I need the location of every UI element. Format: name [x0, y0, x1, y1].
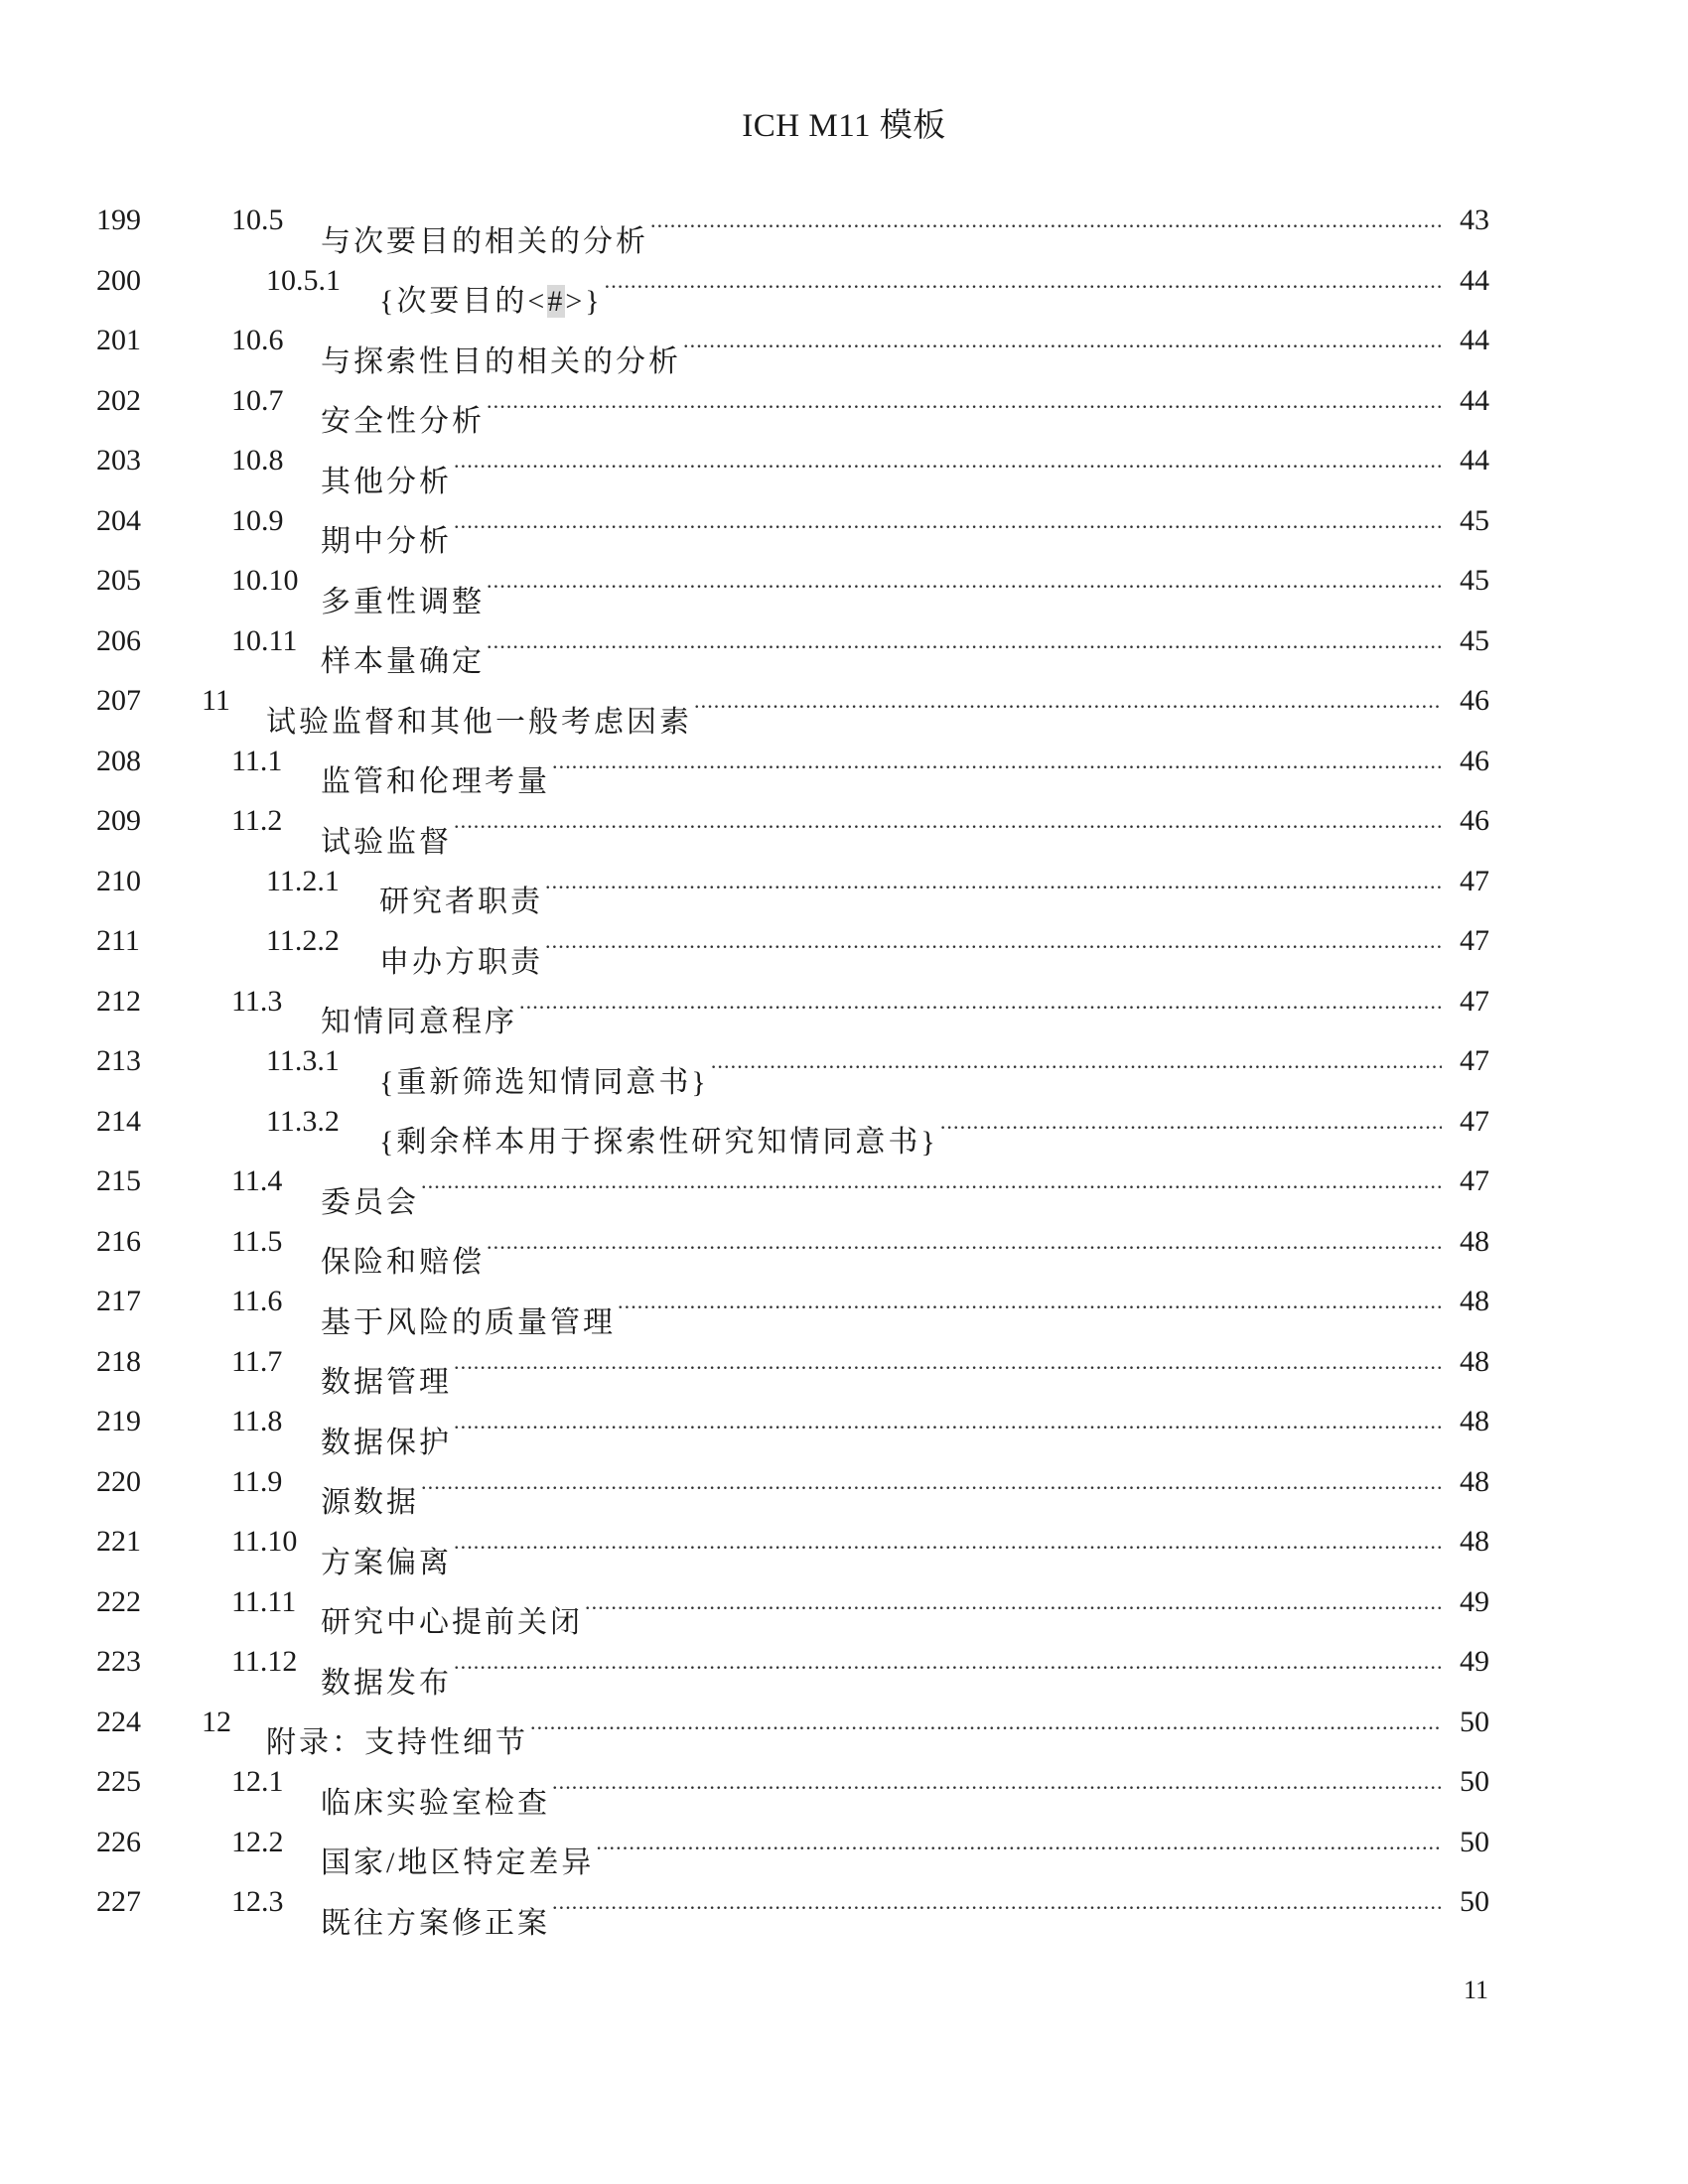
page-ref: 43: [1456, 191, 1489, 251]
section-title: 方案偏离: [321, 1534, 454, 1594]
line-number: 202: [96, 383, 141, 417]
section-title: 数据管理: [321, 1353, 454, 1414]
section-title: 既往方案修正案: [321, 1894, 552, 1955]
section-title: 期中分析: [321, 512, 454, 573]
toc-row: [0, 431, 1688, 498]
section-title: 附录：支持性细节: [266, 1713, 530, 1774]
title-prefix: {次要目的<: [379, 285, 548, 318]
toc-row: [0, 311, 1688, 378]
page-ref: 47: [1456, 852, 1489, 912]
dot-leader: [694, 671, 1442, 732]
line-number: 224: [96, 1705, 141, 1738]
toc-row: [0, 732, 1688, 798]
dot-leader: [711, 1031, 1442, 1092]
page-ref: 46: [1456, 732, 1489, 792]
section-number: 11.3.2: [266, 1104, 340, 1138]
section-number: 11.10: [231, 1525, 298, 1558]
toc-row: [0, 972, 1688, 1038]
section-title: 研究中心提前关闭: [321, 1593, 585, 1654]
section-number: 10.5: [231, 204, 284, 236]
toc-row: [0, 551, 1688, 618]
section-number: 10.11: [231, 623, 298, 657]
section-title: 临床实验室检查: [321, 1774, 552, 1835]
toc-row: [0, 852, 1688, 918]
toc-row: [0, 1392, 1688, 1459]
page-ref: 48: [1456, 1392, 1489, 1452]
section-number: 11.2.1: [266, 864, 340, 897]
section-number: 11.8: [231, 1405, 283, 1437]
section-title: {重新筛选知情同意书}: [379, 1053, 711, 1114]
line-number: 217: [96, 1285, 141, 1317]
line-number: 227: [96, 1885, 141, 1918]
page-ref: 47: [1456, 1152, 1489, 1212]
page-ref: 50: [1456, 1872, 1489, 1933]
line-number: 225: [96, 1765, 141, 1798]
line-number: 204: [96, 503, 141, 537]
section-title: 样本量确定: [321, 632, 487, 693]
line-number: 222: [96, 1584, 141, 1618]
page-ref: 48: [1456, 1452, 1489, 1513]
line-number: 220: [96, 1464, 141, 1498]
section-number: 11.3.1: [266, 1044, 340, 1077]
page-ref: 47: [1456, 1031, 1489, 1092]
page-ref: 48: [1456, 1332, 1489, 1393]
page-ref: 45: [1456, 612, 1489, 672]
toc-row: [0, 1332, 1688, 1399]
section-number: 11.2: [231, 804, 283, 837]
toc-row: [0, 612, 1688, 678]
dot-leader: [596, 1813, 1442, 1873]
section-number: 11.4: [231, 1164, 283, 1197]
section-number: 11.1: [231, 744, 283, 777]
dot-leader: [454, 791, 1442, 852]
line-number: 221: [96, 1525, 141, 1558]
line-number: 206: [96, 623, 141, 657]
section-number: 11.6: [231, 1285, 283, 1317]
dot-leader: [940, 1092, 1442, 1153]
section-number: 12: [202, 1705, 231, 1738]
section-number: 11.2.2: [266, 924, 340, 957]
highlighted-placeholder: #: [547, 285, 566, 318]
dot-leader: [650, 191, 1442, 251]
dot-leader: [605, 251, 1442, 312]
dot-leader: [487, 1212, 1442, 1273]
line-number: 218: [96, 1344, 141, 1378]
line-number: 216: [96, 1224, 141, 1258]
toc-row: [0, 1512, 1688, 1579]
page-ref: 50: [1456, 1752, 1489, 1813]
dot-leader: [519, 972, 1442, 1032]
toc-row: [0, 1092, 1688, 1159]
page-ref: 46: [1456, 791, 1489, 852]
section-title: 数据发布: [321, 1654, 454, 1714]
section-number: 12.1: [231, 1765, 284, 1798]
section-number: 10.6: [231, 324, 284, 356]
page-ref: 45: [1456, 491, 1489, 552]
dot-leader: [454, 1632, 1442, 1693]
line-number: 209: [96, 804, 141, 837]
dot-leader: [545, 911, 1442, 972]
page-header: ICH M11 模板: [742, 108, 946, 144]
toc-row: [0, 1452, 1688, 1519]
dot-leader: [552, 1752, 1442, 1813]
line-number: 200: [96, 263, 141, 297]
toc-row: [0, 1212, 1688, 1279]
page-ref: 44: [1456, 251, 1489, 312]
page-number: 11: [1463, 1976, 1488, 2004]
page-ref: 47: [1456, 972, 1489, 1032]
toc-row: [0, 1872, 1688, 1940]
toc-row: [0, 1152, 1688, 1219]
dot-leader: [421, 1452, 1442, 1513]
dot-leader: [454, 1512, 1442, 1572]
toc-row: [0, 1572, 1688, 1639]
section-title: 与次要目的相关的分析: [321, 212, 650, 273]
title-suffix: >}: [565, 285, 603, 318]
page-ref: 50: [1456, 1693, 1489, 1753]
line-number: 203: [96, 444, 141, 477]
section-title: 研究者职责: [379, 873, 545, 933]
page-ref: 48: [1456, 1512, 1489, 1572]
section-title: 试验监督和其他一般考虑因素: [266, 693, 694, 753]
line-number: 205: [96, 564, 141, 597]
section-number: 11: [202, 684, 230, 717]
toc-row: [0, 911, 1688, 979]
dot-leader: [454, 491, 1442, 552]
line-number: 215: [96, 1164, 141, 1197]
line-number: 212: [96, 984, 141, 1018]
page-ref: 48: [1456, 1272, 1489, 1332]
dot-leader: [487, 612, 1442, 672]
dot-leader: [552, 732, 1442, 792]
page-ref: 44: [1456, 311, 1489, 371]
toc-row: [0, 371, 1688, 438]
toc-row: [0, 791, 1688, 859]
toc-row: [0, 1752, 1688, 1820]
dot-leader: [618, 1272, 1442, 1332]
section-title: 其他分析: [321, 453, 454, 513]
toc-row: [0, 1031, 1688, 1099]
toc-row: [0, 191, 1688, 258]
dot-leader: [454, 431, 1442, 491]
page-ref: 46: [1456, 671, 1489, 732]
line-number: 219: [96, 1405, 141, 1437]
section-number: 11.3: [231, 984, 283, 1018]
section-number: 10.5.1: [266, 263, 341, 297]
section-title: 数据保护: [321, 1414, 454, 1474]
line-number: 213: [96, 1044, 141, 1077]
line-number: 214: [96, 1104, 141, 1138]
line-number: 211: [96, 924, 140, 957]
line-number: 201: [96, 324, 141, 356]
toc-row: [0, 1272, 1688, 1339]
page-ref: 49: [1456, 1632, 1489, 1693]
section-number: 11.11: [231, 1584, 297, 1618]
section-title: 安全性分析: [321, 392, 487, 453]
section-title: 源数据: [321, 1473, 421, 1534]
dot-leader: [545, 852, 1442, 912]
section-number: 10.7: [231, 383, 284, 417]
dot-leader: [530, 1693, 1442, 1753]
section-title: 与探索性目的相关的分析: [321, 333, 683, 393]
toc-row: [0, 671, 1688, 739]
line-number: 207: [96, 684, 141, 717]
line-number: 210: [96, 864, 141, 897]
page-ref: 50: [1456, 1813, 1489, 1873]
page-ref: 45: [1456, 551, 1489, 612]
page-ref: 49: [1456, 1572, 1489, 1633]
section-number: 12.2: [231, 1825, 284, 1858]
dot-leader: [487, 371, 1442, 432]
dot-leader: [454, 1332, 1442, 1393]
dot-leader: [552, 1872, 1442, 1933]
section-title: 监管和伦理考量: [321, 752, 552, 813]
section-title: 委员会: [321, 1173, 421, 1234]
section-number: 11.12: [231, 1645, 298, 1678]
line-number: 226: [96, 1825, 141, 1858]
section-number: 10.10: [231, 564, 299, 597]
section-title: 基于风险的质量管理: [321, 1294, 618, 1354]
section-title: 国家/地区特定差异: [321, 1834, 596, 1894]
line-number: 223: [96, 1645, 141, 1678]
section-number: 10.8: [231, 444, 284, 477]
dot-leader: [421, 1152, 1442, 1212]
section-title: 多重性调整: [321, 573, 487, 633]
line-number: 199: [96, 204, 141, 236]
toc-row: [0, 1813, 1688, 1879]
page-ref: 44: [1456, 431, 1489, 491]
toc-row: [0, 1693, 1688, 1759]
line-number: 208: [96, 744, 141, 777]
section-title: {剩余样本用于探索性研究知情同意书}: [379, 1113, 940, 1173]
toc-row: [0, 491, 1688, 558]
dot-leader: [454, 1392, 1442, 1452]
section-number: 11.5: [231, 1224, 283, 1258]
section-number: 10.9: [231, 503, 284, 537]
dot-leader: [585, 1572, 1442, 1633]
section-number: 11.7: [231, 1344, 283, 1378]
section-title: 知情同意程序: [321, 993, 519, 1053]
page-ref: 47: [1456, 1092, 1489, 1153]
section-number: 12.3: [231, 1885, 284, 1918]
page-ref: 44: [1456, 371, 1489, 432]
toc-row: [0, 251, 1688, 318]
page-ref: 48: [1456, 1212, 1489, 1273]
dot-leader: [683, 311, 1442, 371]
section-number: 11.9: [231, 1464, 283, 1498]
dot-leader: [487, 551, 1442, 612]
toc-row: [0, 1632, 1688, 1700]
section-title: 保险和赔偿: [321, 1233, 487, 1294]
page-ref: 47: [1456, 911, 1489, 972]
section-title: 试验监督: [321, 813, 454, 874]
table-of-contents: [0, 191, 1688, 1940]
section-title: 申办方职责: [379, 933, 545, 994]
